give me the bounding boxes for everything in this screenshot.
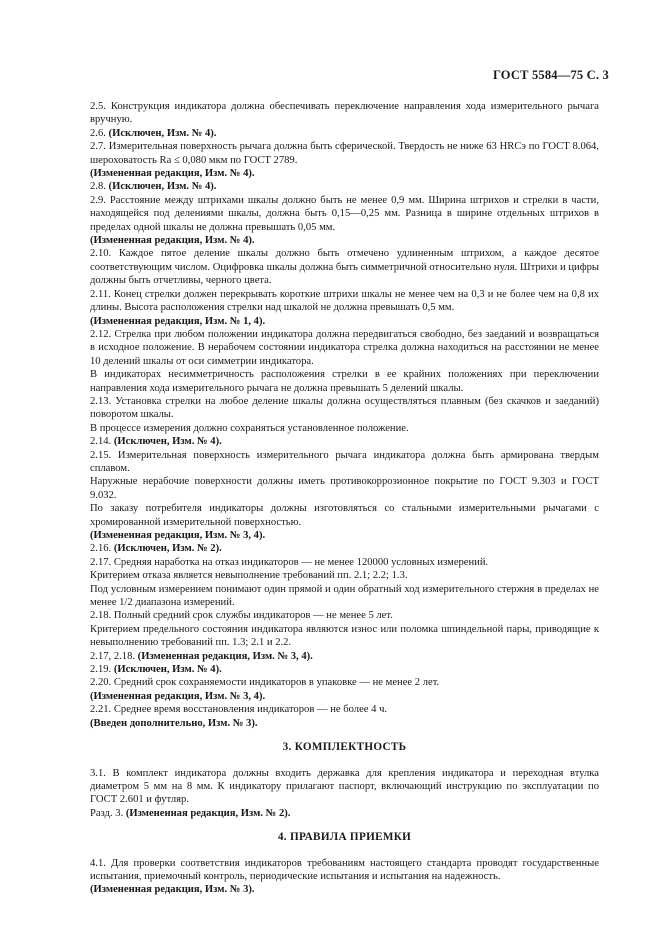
- page-header: ГОСТ 5584—75 С. 3: [492, 68, 609, 82]
- paragraph: 2.8. (Исключен, Изм. № 4).: [90, 181, 217, 193]
- paragraph: Критерием предельного состояния индикатора являются износ или поломка шпиндельной пары, приводящие к невыполнению требований пп. 1.3; 2.1 и 2.2.: [90, 623, 599, 649]
- paragraph-4-amendment: (Измененная редакция, Изм. № 3).: [90, 884, 255, 896]
- paragraph: Под условным измерением понимают один прямой и один обратный ход измерительного стержня в пределах не менее 1/2 диапазона измерений.: [90, 583, 599, 609]
- paragraph: 2.13. Установка стрелки на любое деление шкалы должна осуществляться плавным (без скачков и заеданий) поворотом шкалы.: [90, 395, 599, 421]
- paragraph: 2.21. Среднее время восстановления индикаторов — не более 4 ч.: [90, 704, 388, 716]
- paragraph-3-1: 3.1. В комплект индикатора должны входить державка для крепления индикатора и переходная втулка диаметром 5 мм на 8 мм. К индикатору прилагают паспорт, включающий инструкцию по эксплуатации по ГОСТ 2.601 и футляр.: [90, 767, 599, 806]
- paragraph: 2.16. (Исключен, Изм. № 2).: [90, 543, 222, 555]
- section-2-paragraphs: [90, 100, 599, 730]
- paragraph: (Измененная редакция, Изм. № 1, 4).: [90, 315, 266, 327]
- paragraph: 2.19. (Исключен, Изм. № 4).: [90, 664, 222, 676]
- paragraph: 2.18. Полный средний срок службы индикаторов — не менее 5 лет.: [90, 610, 393, 622]
- paragraph: 2.17, 2.18. (Измененная редакция, Изм. № 3, 4).: [90, 650, 313, 662]
- section-4-title: 4. ПРАВИЛА ПРИЕМКИ: [277, 831, 412, 844]
- paragraph: 2.6. (Исключен, Изм. № 4).: [90, 127, 217, 139]
- paragraph: (Измененная редакция, Изм. № 4).: [90, 235, 255, 247]
- paragraph: 2.15. Измерительная поверхность измерительного рычага индикатора должна быть армирована твердым сплавом.: [90, 449, 599, 474]
- paragraph: В процессе измерения должно сохраняться установленное положение.: [90, 422, 409, 434]
- paragraph: 2.9. Расстояние между штрихами шкалы должно быть не менее 0,9 мм. Ширина штрихов и стрелки в части, находящейся под делениями шкалы, должна быть 0,15—0,25 мм. Разница в ширине отдельных штрихов в пределах одной шкалы не должна превышать 0,05 мм.: [90, 194, 599, 233]
- section-3-title: 3. КОМПЛЕКТНОСТЬ: [282, 741, 407, 754]
- paragraph: 2.11. Конец стрелки должен перекрывать короткие штрихи шкалы не менее чем на 0,3 и не более чем на 0,8 их длины. Высота расположения стрелки над шкалой не должна превышать 0,5 мм.: [90, 288, 599, 314]
- paragraph: Наружные нерабочие поверхности должны иметь противокоррозионное покрытие по ГОСТ 9.303 и ГОСТ 9.032.: [90, 476, 599, 501]
- paragraph: (Измененная редакция, Изм. № 4).: [90, 168, 255, 180]
- paragraph: По заказу потребителя индикаторы должны изготовляться со стальными измерительными рычагами с хромированной измерительной поверхностью.: [90, 503, 599, 528]
- paragraph: 2.10. Каждое пятое деление шкалы должно быть отмечено удлиненным штрихом, а каждое десятое соответствующим числом. Оцифровка шкалы должна быть симметричной относительно нуля. Штрихи и цифры должны быть отчетливы, черного цвета.: [90, 248, 599, 287]
- paragraph: 2.12. Стрелка при любом положении индикатора должна передвигаться свободно, без заеданий и возвращаться в исходное положение. В нерабочем состоянии индикатора стрелка должна находиться на расстоянии не менее 10 делений шкалы от оси симметрии индикатора.: [90, 328, 599, 367]
- paragraph: 2.7. Измерительная поверхность рычага должна быть сферической. Твердость не ниже 63 HRCэ по ГОСТ 8.064, шероховатость Ra ≤ 0,080 мкм по ГОСТ 2789.: [90, 141, 599, 166]
- paragraph-4-1: 4.1. Для проверки соответствия индикаторов требованиям настоящего стандарта проводят государственные испытания, приемочный контроль, периодические испытания и испытания на надежность.: [90, 857, 599, 882]
- paragraph: 2.5. Конструкция индикатора должна обеспечивать переключение направления хода измерительного рычага вручную.: [90, 101, 599, 126]
- paragraph: (Измененная редакция, Изм. № 3, 4).: [90, 690, 266, 702]
- paragraph: 2.20. Средний срок сохраняемости индикаторов в упаковке — не менее 2 лет.: [90, 677, 440, 689]
- paragraph: (Измененная редакция, Изм. № 3, 4).: [90, 530, 266, 541]
- paragraph: Критерием отказа является невыполнение требований пп. 2.1; 2.2; 1.3.: [90, 570, 408, 582]
- paragraph: 2.14. (Исключен, Изм. № 4).: [90, 436, 222, 448]
- paragraph: 2.17. Средняя наработка на отказ индикаторов — не менее 120000 условных измерений.: [90, 556, 489, 568]
- paragraph-3-amendment: Разд. 3. (Измененная редакция, Изм. № 2).: [90, 807, 291, 819]
- paragraph: В индикаторах несимметричность расположения стрелки в ее крайних положениях при переключении направления хода измерительного рычага не должна превышать 5 делений шкалы.: [90, 369, 599, 394]
- document-body: [90, 100, 599, 897]
- paragraph: (Введен дополнительно, Изм. № 3).: [90, 717, 258, 729]
